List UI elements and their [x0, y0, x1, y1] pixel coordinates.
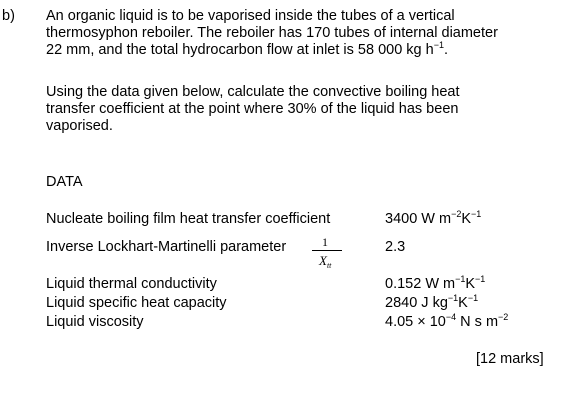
paragraph-1-line-2: thermosyphon reboiler. The reboiler has 170 tubes of internal diameter [46, 25, 498, 41]
marks-label: [12 marks] [476, 351, 544, 367]
data-row-value: 3400 W $m^{-2}K^{-1}$ [385, 209, 482, 227]
paragraph-2-line-3: vaporised. [46, 118, 113, 134]
data-row-label: Inverse Lockhart-Martinelli parameter [46, 239, 287, 255]
data-row-label: Liquid viscosity [46, 314, 144, 330]
data-row-label: Liquid thermal conductivity [46, 276, 217, 292]
fraction-numerator: 1 [322, 235, 328, 249]
data-row-value: 0.152 W $m^{-1}K^{-1}$ [385, 274, 486, 292]
paragraph-2-line-1: Using the data given below, calculate the convective boiling heat [46, 84, 460, 100]
fraction-bar [312, 250, 342, 251]
data-heading: DATA [46, 174, 83, 190]
question-label: b) [2, 8, 15, 24]
fraction-denominator: $X_{tt}$ [319, 253, 332, 270]
data-row-label: Nucleate boiling film heat transfer coefficient [46, 211, 331, 227]
data-row-value: $4.05 \times 10^{-4}$ N s $m^{-2}$ [385, 312, 509, 330]
data-row-label: Liquid specific heat capacity [46, 295, 227, 311]
paragraph-1-line-1: An organic liquid is to be vaporised inside the tubes of a vertical [46, 8, 455, 24]
paragraph-2-line-2: transfer coefficient at the point where 30% of the liquid has been [46, 101, 459, 117]
data-row-value: 2840 J $kg^{-1}K^{-1}$ [385, 293, 479, 311]
data-row-value: 2.3 [385, 239, 406, 255]
paragraph-1-line-3: 22 mm, and the total hydrocarbon flow at inlet is 58 000 kg $h^{-1}$. [46, 40, 448, 58]
